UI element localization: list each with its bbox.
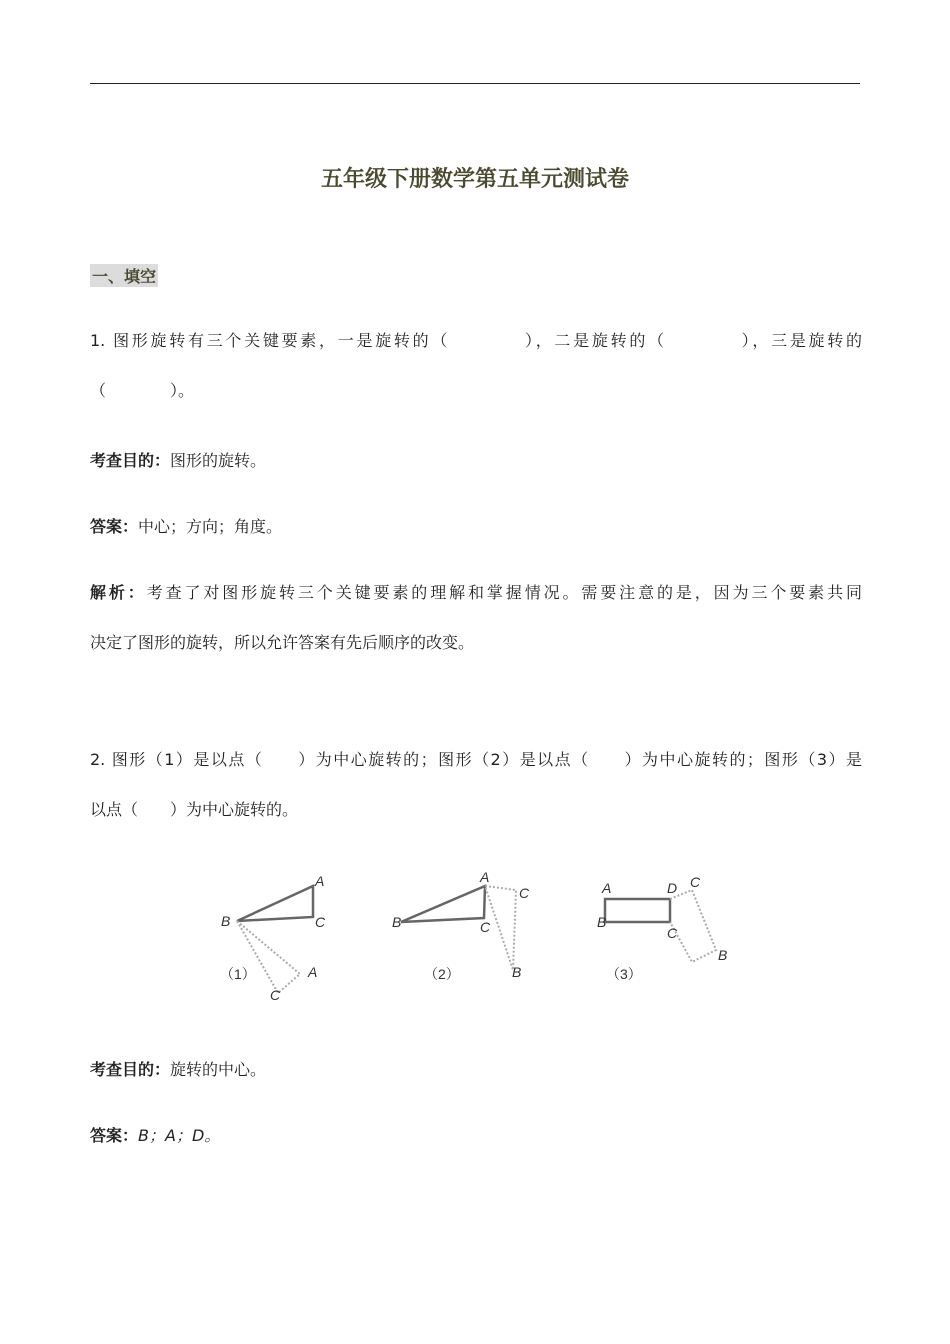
purpose-label: 考查目的： [90,451,171,470]
point-label: B [718,947,728,963]
point-label: C [480,919,491,935]
point-label: A [315,873,325,889]
figure-2 [401,886,516,970]
answer-label: 答案： [90,517,139,536]
caption-3: （3） [606,966,642,982]
figure-3 [605,890,716,962]
point-label: C [690,874,701,890]
q2-line1: 2. 图形（1）是以点（ ）为中心旋转的；图形（2）是以点（ ）为中心旋转的；图形（3）是 [90,750,862,769]
point-label: C [315,914,326,930]
q1-purpose [90,450,862,472]
purpose-text: 图形的旋转。 [170,451,267,470]
point-label: C [667,925,678,941]
q1-analysis [90,582,862,604]
answer-label: 答案： [90,1126,139,1145]
purpose-text: 旋转的中心。 [170,1060,267,1079]
section-heading: 一、填空 [90,264,158,287]
q1-line2: （ ）。 [90,381,195,400]
answer-text: 中心；方向；角度。 [138,517,283,536]
point-label: D [667,880,678,896]
point-label: C [270,987,281,1003]
caption-2: （2） [424,966,460,982]
q2-purpose [90,1059,862,1081]
q1-answer [90,516,862,538]
q2-line2: 以点（ ）为中心旋转的。 [90,800,299,819]
rotation-figure [200,860,750,1010]
point-label: A [480,869,490,885]
header-rule [90,83,860,84]
q2-answer [90,1125,862,1147]
q1-analysis-2: 决定了图形的旋转，所以允许答案有先后顺序的改变。 [90,633,475,652]
point-label: C [519,885,530,901]
answer-text: B；A；D。 [138,1126,221,1145]
point-label: B [512,964,522,980]
caption-1: （1） [220,966,256,982]
analysis-text-1: 考查了对图形旋转三个关键要素的理解和掌握情况。需要注意的是，因为三个要素共同 [146,583,862,602]
point-label: B [597,914,607,930]
point-label: B [392,914,402,930]
point-label: A [308,964,318,980]
q1-line1: 1. 图形旋转有三个关键要素，一是旋转的（ ），二是旋转的（ ），三是旋转的 [90,331,862,350]
page-title: 五年级下册数学第五单元测试卷 [320,167,629,192]
purpose-label: 考查目的： [90,1060,171,1079]
point-label: B [221,913,231,929]
point-label: A [602,880,612,896]
analysis-label: 解析： [90,583,147,602]
